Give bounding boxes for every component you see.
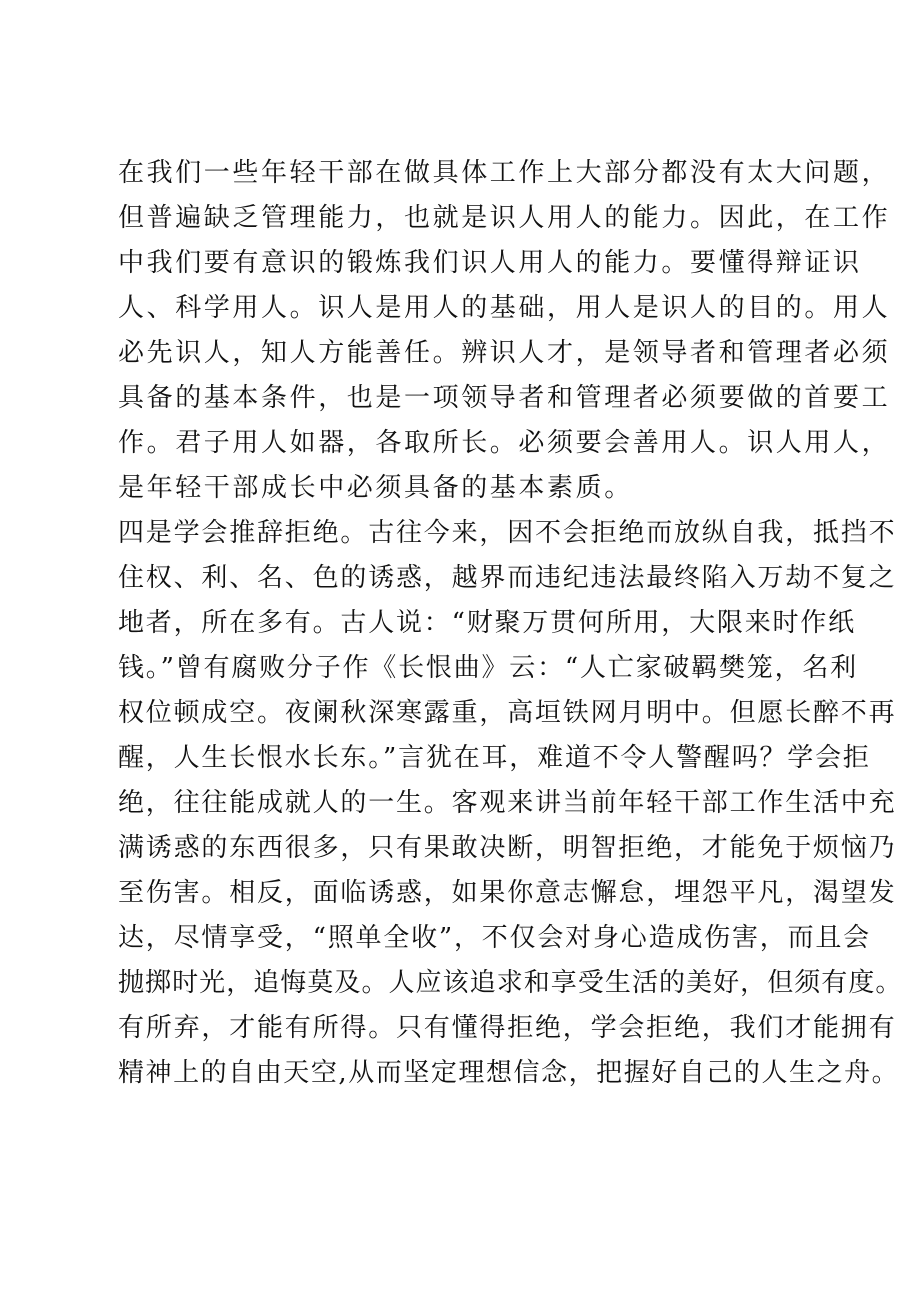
text-line: 钱。”曾有腐败分子作《长恨曲》云：“人亡家破羁樊笼，名利 xyxy=(118,653,858,683)
text-line: 精神上的自由天空,从而坚定理想信念，把握好自己的人生之舟。 xyxy=(118,1058,900,1088)
text-line: 是年轻干部成长中必须具备的基本素质。 xyxy=(118,473,633,503)
text-line: 必先识人，知人方能善任。辨识人才，是领导者和管理者必须 xyxy=(118,338,891,368)
text-line: 醒，人生长恨水长东。”言犹在耳，难道不令人警醒吗？学会拒 xyxy=(118,743,871,773)
text-line: 四是学会推辞拒绝。古往今来，因不会拒绝而放纵自我，抵挡不 xyxy=(118,518,897,548)
text-line: 权位顿成空。夜阑秋深寒露重，高垣铁网月明中。但愿长醉不再 xyxy=(118,698,897,728)
text-line: 至伤害。相反，面临诱惑，如果你意志懈怠，埋怨平凡，渴望发 xyxy=(118,878,897,908)
text-line: 中我们要有意识的锻炼我们识人用人的能力。要懂得辩证识 xyxy=(118,248,862,278)
text-line: 绝，往往能成就人的一生。客观来讲当前年轻干部工作生活中充 xyxy=(118,788,897,818)
text-line: 人、科学用人。识人是用人的基础，用人是识人的目的。用人 xyxy=(118,293,891,323)
text-line: 在我们一些年轻干部在做具体工作上大部分都没有太大问题， xyxy=(118,158,891,188)
text-line: 具备的基本条件，也是一项领导者和管理者必须要做的首要工 xyxy=(118,383,891,413)
text-line: 住权、利、名、色的诱惑，越界而违纪违法最终陷入万劫不复之 xyxy=(118,563,897,593)
text-line: 达，尽情享受，“照单全收”，不仅会对身心造成伤害，而且会 xyxy=(118,923,871,953)
text-line: 抛掷时光，追悔莫及。人应该追求和享受生活的美好，但须有度。 xyxy=(118,968,903,998)
text-line: 但普遍缺乏管理能力，也就是识人用人的能力。因此，在工作 xyxy=(118,203,891,233)
text-line: 作。君子用人如器，各取所长。必须要会善用人。识人用人， xyxy=(118,428,891,458)
text-line: 地者，所在多有。古人说：“财聚万贯何所用，大限来时作纸 xyxy=(118,608,856,638)
text-line: 满诱惑的东西很多，只有果敢决断，明智拒绝，才能免于烦恼乃 xyxy=(118,833,897,863)
text-line: 有所弃，才能有所得。只有懂得拒绝，学会拒绝，我们才能拥有 xyxy=(118,1013,897,1043)
